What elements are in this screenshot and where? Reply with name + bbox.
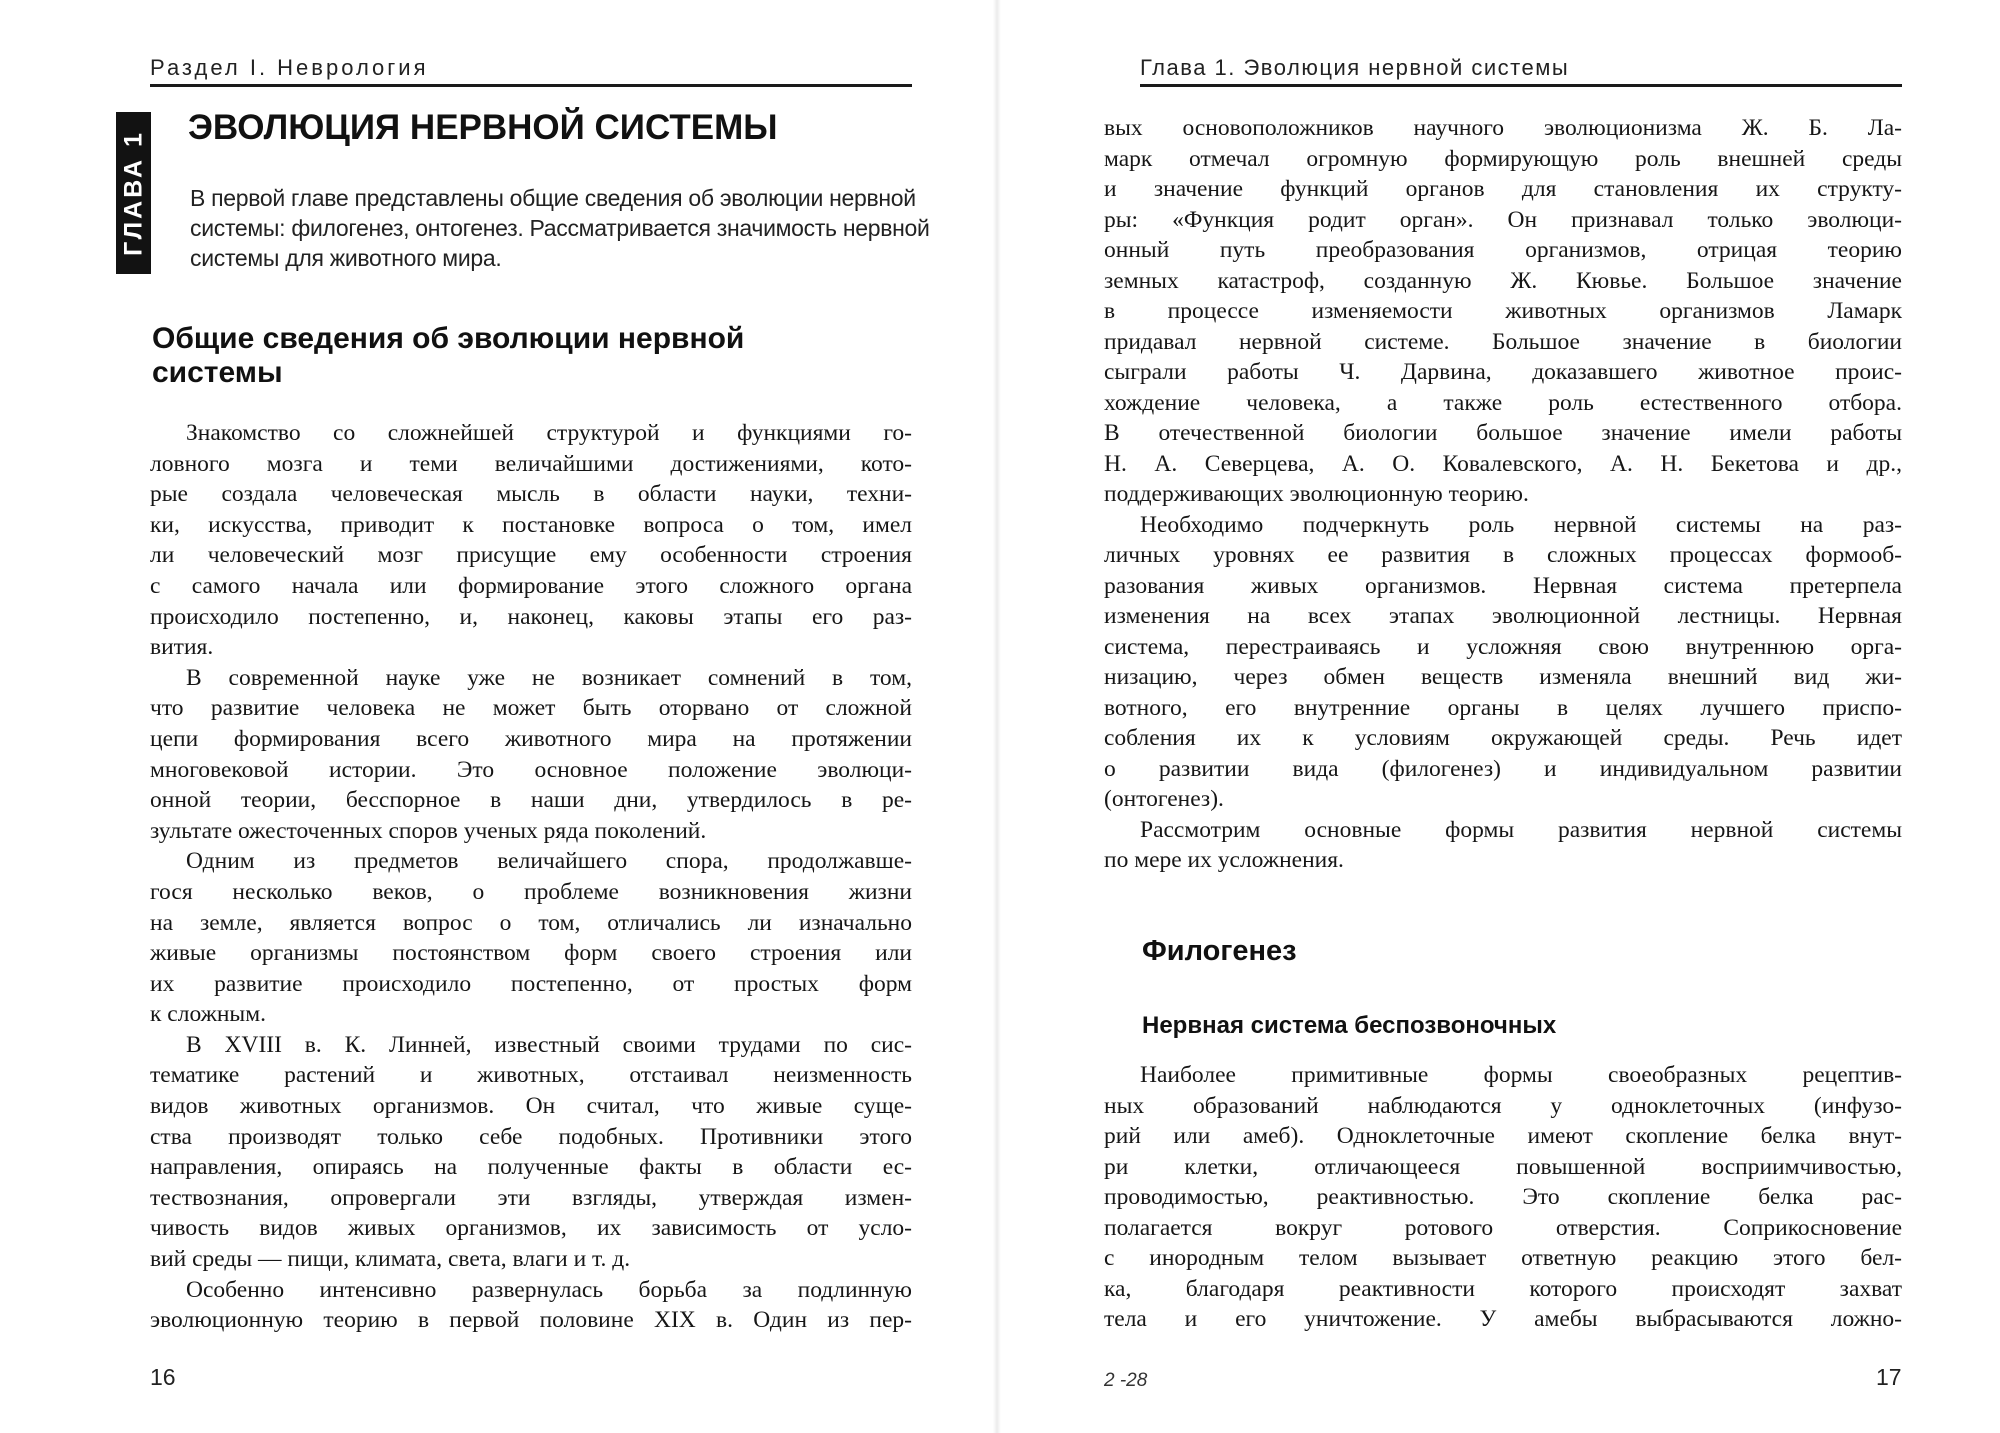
text-line: ри клетки, отличающееся повышенной восприимчивостью, <box>1104 1153 1902 1180</box>
text-line: ка, благодаря реактивности которого происходят захват <box>1104 1275 1902 1302</box>
text-line: тествознания, опровергали эти взгляды, утверждая измен- <box>150 1184 912 1211</box>
text-line: марк отмечал огромную формирующую роль внешней среды <box>1104 145 1902 172</box>
text-line: вий среды — пищи, климата, света, влаги и т. д. <box>150 1246 631 1273</box>
section-title-line: Общие сведения об эволюции нервной <box>152 322 745 355</box>
text-line: собления их к условиям окружающей среды. Речь идет <box>1104 725 1902 751</box>
text-line: с инородным телом вызывает ответную реакцию этого бел- <box>1104 1245 1902 1271</box>
text-line: происходило постепенно, и, наконец, каковы этапы его раз- <box>150 603 912 630</box>
text-line: Особенно интенсивно развернулась борьба за подлинную <box>186 1276 912 1303</box>
text-line: Необходимо подчеркнуть роль нервной системы на раз- <box>1140 511 1902 538</box>
abstract-line: системы для животного мира. <box>190 245 502 271</box>
text-line: живые организмы постоянством форм своего строения или <box>150 940 912 967</box>
text-line: полагается вокруг ротового отверстия. Соприкосновение <box>1104 1214 1902 1241</box>
signature-mark: 2 -28 <box>1104 1370 1148 1391</box>
header-rule <box>150 84 912 87</box>
text-line: чивость видов живых организмов, их зависимость от усло- <box>150 1215 912 1242</box>
section-title <box>152 322 744 390</box>
text-line: В XVIII в. К. Линней, известный своими трудами по сис- <box>186 1031 912 1058</box>
abstract-line: системы: филогенез, онтогенез. Рассматривается значимость нервной <box>190 215 930 241</box>
chapter-title: ЭВОЛЮЦИЯ НЕРВНОЙ СИСТЕМЫ <box>188 108 778 147</box>
text-line: тематике растений и животных, отстаивал неизменность <box>150 1062 912 1089</box>
text-line: сыграли работы Ч. Дарвина, доказавшего животное проис- <box>1104 359 1902 385</box>
page-number: 16 <box>150 1364 176 1390</box>
text-line: о развитии вида (филогенез) и индивидуальном развитии <box>1104 755 1902 782</box>
header-rule <box>1140 84 1902 87</box>
text-line: направления, опираясь на полученные факты в области ес- <box>150 1154 912 1181</box>
chapter-abstract <box>190 183 930 273</box>
text-line: гося несколько веков, о проблеме возникновения жизни <box>150 878 912 905</box>
text-line: цепи формирования всего животного мира на протяжении <box>150 725 912 752</box>
text-line: хождение человека, а также роль естественного отбора. <box>1104 389 1902 416</box>
text-line: тела и его уничтожение. У амебы выбрасываются ложно- <box>1104 1306 1902 1332</box>
text-line: на земле, является вопрос о том, отличались ли изначально <box>150 909 912 936</box>
text-line: ловного мозга и теми величайшими достижениями, кото- <box>150 450 912 477</box>
text-line: эволюционную теорию в первой половине XIX в. Один из пер- <box>150 1307 912 1334</box>
body-text <box>1104 113 1902 876</box>
text-line: рий или амеб). Одноклеточные имеют скопление белка внут- <box>1104 1123 1902 1149</box>
text-line: личных уровнях ее развития в сложных процессах формооб- <box>1104 542 1902 568</box>
chapter-tab-label: ГЛАВА 1 <box>119 130 147 256</box>
page-number: 17 <box>1876 1364 1902 1390</box>
text-line: зультате ожесточенных споров ученых ряда поколений. <box>150 817 707 844</box>
text-line: поддерживающих эволюционную теорию. <box>1104 481 1529 507</box>
text-line: вотного, его внутренние органы в целях лучшего приспо- <box>1104 694 1902 721</box>
text-line: проводимостью, реактивностью. Это скопление белка рас- <box>1104 1184 1902 1210</box>
text-line: ли человеческий мозг присущие ему особенности строения <box>150 542 912 569</box>
text-line: рые создала человеческая мысль в области науки, техни- <box>150 481 912 508</box>
text-line: в процессе изменяемости животных организмов Ламарк <box>1104 298 1902 324</box>
chapter-tab <box>116 112 151 274</box>
running-head: Раздел I. Неврология <box>150 55 429 80</box>
text-line: В отечественной биологии большое значение имели работы <box>1104 420 1902 446</box>
text-line: и значение функций органов для становления их структу- <box>1104 176 1902 202</box>
text-line: придавал нервной системе. Большое значение в биологии <box>1104 328 1902 355</box>
subsection-title: Нервная система беспозвоночных <box>1142 1012 1557 1039</box>
right-page <box>1000 0 2000 1433</box>
text-line: Одним из предметов величайшего спора, продолжавше- <box>186 848 912 875</box>
body-text <box>150 418 912 1336</box>
text-line: Знакомство со сложнейшей структурой и функциями го- <box>186 420 912 446</box>
text-line: к сложным. <box>150 1001 266 1028</box>
text-line: ры: «Функция родит орган». Он признавал только эволюци- <box>1104 206 1902 233</box>
text-line: (онтогенез). <box>1104 786 1224 812</box>
section-title-line: системы <box>152 356 283 389</box>
left-page <box>0 0 990 1433</box>
text-line: Рассмотрим основные формы развития нервной системы <box>1140 816 1902 843</box>
running-head: Глава 1. Эволюция нервной системы <box>1140 55 1570 80</box>
text-line: В современной науке уже не возникает сомнений в том, <box>186 664 912 691</box>
text-line: ки, искусства, приводит к постановке вопроса о том, имел <box>150 511 912 538</box>
text-line: вития. <box>150 634 214 661</box>
text-line: онной теории, бесспорное в наши дни, утвердилось в ре- <box>150 787 912 814</box>
text-line: по мере их усложнения. <box>1104 847 1344 873</box>
text-line: разования живых организмов. Нервная система претерпела <box>1104 572 1902 599</box>
text-line: Н. А. Северцева, А. О. Ковалевского, А. Н. Бекетова и др., <box>1104 450 1902 477</box>
text-line: ных образований наблюдаются у одноклеточных (инфузо- <box>1104 1092 1902 1119</box>
text-line: система, перестраиваясь и усложняя свою внутреннюю орга- <box>1104 633 1902 660</box>
text-line: низацию, через обмен веществ изменяла внешний вид жи- <box>1104 664 1902 690</box>
text-line: видов животных организмов. Он считал, что живые суще- <box>150 1093 912 1120</box>
abstract-line: В первой главе представлены общие сведения об эволюции нервной <box>190 185 916 211</box>
text-line: земных катастроф, созданную Ж. Кювье. Большое значение <box>1104 267 1902 294</box>
text-line: изменения на всех этапах эволюционной лестницы. Нервная <box>1104 603 1902 629</box>
text-line: их развитие происходило постепенно, от простых форм <box>150 970 912 997</box>
text-line: Наиболее примитивные формы своеобразных рецептив- <box>1140 1062 1902 1088</box>
text-line: с самого начала или формирование этого сложного органа <box>150 572 912 599</box>
text-line: ства производят только себе подобных. Противники этого <box>150 1123 912 1150</box>
text-line: онный путь преобразования организмов, отрицая теорию <box>1104 237 1902 263</box>
section-title: Филогенез <box>1142 935 1297 967</box>
text-line: вых основоположников научного эволюционизма Ж. Б. Ла- <box>1104 115 1902 141</box>
text-line: многовековой истории. Это основное положение эволюци- <box>150 756 912 783</box>
body-text <box>1104 1060 1902 1335</box>
text-line: что развитие человека не может быть оторвано от сложной <box>150 695 912 722</box>
